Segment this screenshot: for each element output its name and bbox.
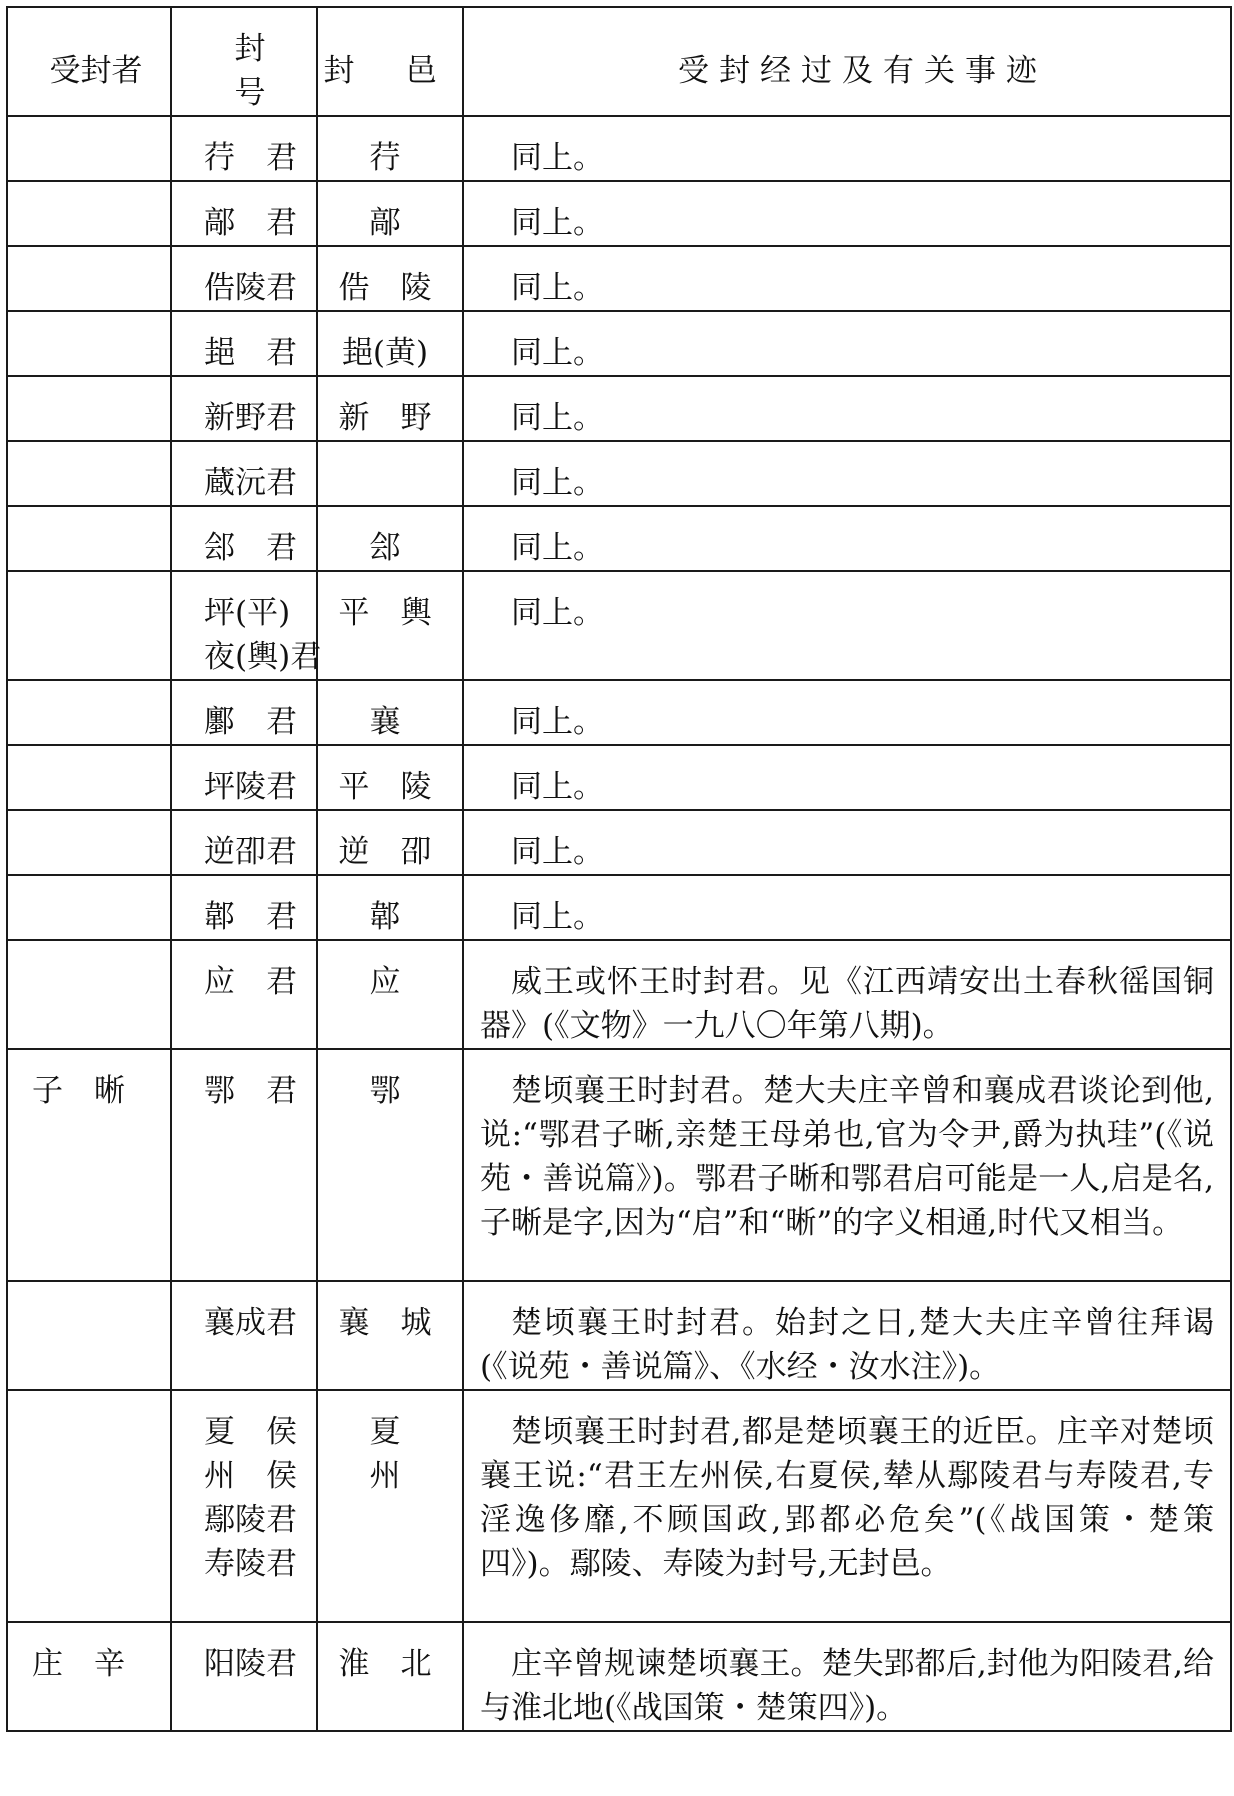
fief-line: 平 陵 [338,769,432,805]
cell-person [7,506,171,571]
table-row [7,875,1231,940]
table-row [7,810,1231,875]
title-line: 新野君 [204,400,297,436]
cell-person [7,181,171,246]
cell-person [7,116,171,181]
table-row [7,1622,1231,1731]
cell-detail: 同上。 [463,181,1231,246]
cell-person [7,940,171,1049]
title-line: 寿陵君 [204,1546,297,1582]
header-person: 受封者 [7,7,171,116]
cell-fief [317,1049,463,1281]
cell-title [171,745,317,810]
cell-title [171,376,317,441]
cell-detail: 同上。 [463,116,1231,181]
fief-line: 夏 [369,1414,401,1450]
title-line: 鄂 君 [204,1073,297,1109]
cell-title [171,1049,317,1281]
cell-person [7,441,171,506]
table-row [7,311,1231,376]
table-row [7,680,1231,745]
cell-person [7,1390,171,1622]
cell-detail: 同上。 [463,810,1231,875]
table-row [7,1281,1231,1390]
table-row [7,506,1231,571]
cell-title [171,116,317,181]
cell-title [171,875,317,940]
table-row [7,1049,1231,1281]
cell-fief [317,1390,463,1622]
cell-fief [317,441,463,506]
cell-fief [317,506,463,571]
cell-person [7,680,171,745]
cell-title [171,441,317,506]
fief-line: 逆 卲 [338,834,432,870]
table-row [7,745,1231,810]
cell-fief [317,311,463,376]
title-line: 坪陵君 [204,769,297,805]
fief-line: 鄂 [369,1073,401,1109]
cell-title [171,181,317,246]
cell-fief [317,940,463,1049]
cell-person [7,1281,171,1390]
fief-line: 应 [369,964,401,1000]
cell-title [171,246,317,311]
table-row [7,181,1231,246]
fief-line: 鄗 [369,205,401,241]
table-row [7,940,1231,1049]
cell-title [171,810,317,875]
table-row [7,376,1231,441]
cell-fief [317,810,463,875]
title-line: 荇 君 [204,140,297,176]
fief-table-body [7,7,1231,1731]
fief-line: 新 野 [338,400,432,436]
cell-title [171,680,317,745]
fief-line: 俈 陵 [338,270,432,306]
cell-fief [317,1281,463,1390]
cell-detail: 同上。 [463,376,1231,441]
cell-title [171,1622,317,1731]
cell-detail: 同上。 [463,571,1231,680]
cell-fief [317,745,463,810]
header-fief: 封 邑 [317,7,463,116]
cell-detail: 楚顷襄王时封君。楚大夫庄辛曾和襄成君谈论到他,说:“鄂君子晰,亲楚王母弟也,官为令尹,爵为执珪”(《说苑・善说篇》)。鄂君子晰和鄂君启可能是一人,启是名,子晰是字,因为“启”和“晰”的字义相通,时代又相当。 [463,1049,1231,1281]
table-row [7,1390,1231,1622]
title-line: 襄成君 [204,1305,297,1341]
fief-line: 州 [369,1458,401,1494]
table-row [7,246,1231,311]
title-line: 坪(平) [204,595,291,631]
cell-fief [317,571,463,680]
title-line: 郼 君 [204,899,297,935]
cell-detail: 同上。 [463,246,1231,311]
cell-detail: 同上。 [463,745,1231,810]
cell-fief [317,116,463,181]
cell-detail: 威王或怀王时封君。见《江西靖安出土春秋徭国铜器》(《文物》一九八〇年第八期)。 [463,940,1231,1049]
fief-line: 郼 [369,899,401,935]
cell-detail: 同上。 [463,441,1231,506]
title-line: 夏 侯 [204,1414,297,1450]
fief-line: 襄 [369,704,401,740]
cell-title [171,571,322,680]
cell-detail: 庄辛曾规谏楚顷襄王。楚失郢都后,封他为阳陵君,给与淮北地(《战国策・楚策四》)。 [463,1622,1231,1731]
cell-fief [317,680,463,745]
cell-detail: 同上。 [463,680,1231,745]
fief-line: 荇 [369,140,401,176]
cell-person [7,571,171,680]
title-line: 逆卲君 [204,834,297,870]
table-row [7,116,1231,181]
title-line: 鄽 君 [204,704,297,740]
title-line: 郐 君 [204,530,297,566]
title-line: 夜(輿)君 [204,639,322,675]
cell-person [7,745,171,810]
fief-table [6,6,1232,1732]
title-line: 阳陵君 [204,1646,297,1682]
cell-detail: 楚顷襄王时封君。始封之日,楚大夫庄辛曾往拜谒(《说苑・善说篇》、《水经・汝水注》)。 [463,1281,1231,1390]
cell-person [7,311,171,376]
header-detail: 受封经过及有关事迹 [463,7,1231,116]
cell-fief [317,1622,463,1731]
cell-person [7,810,171,875]
fief-line: 郌(黄) [341,335,429,371]
fief-line: 淮 北 [338,1646,432,1682]
cell-title [171,311,317,376]
cell-person [7,376,171,441]
title-line: 州 侯 [204,1458,297,1494]
header-title: 封 号 [171,7,317,116]
cell-person: 庄 辛 [7,1622,171,1731]
fief-line: 襄 城 [338,1305,432,1341]
table-header-row [7,7,1231,116]
cell-detail: 楚顷襄王时封君,都是楚顷襄王的近臣。庄辛对楚顷襄王说:“君王左州侯,右夏侯,辇从鄢陵君与寿陵君,专淫逸侈靡,不顾国政,郢都必危矣”(《战国策・楚策四》)。鄢陵、寿陵为封号,无封邑。 [463,1390,1231,1622]
title-line: 蔵沅君 [204,465,297,501]
title-line: 俈陵君 [204,270,297,306]
fief-line: 郐 [369,530,401,566]
cell-detail: 同上。 [463,506,1231,571]
title-line: 鄢陵君 [204,1502,297,1538]
cell-person: 子 晰 [7,1049,171,1281]
table-row [7,441,1231,506]
table-row [7,571,1231,680]
cell-title [171,940,317,1049]
title-line: 郌 君 [204,335,297,371]
cell-detail: 同上。 [463,875,1231,940]
title-line: 鄗 君 [204,205,297,241]
cell-person [7,246,171,311]
cell-person [7,875,171,940]
cell-title [171,1390,317,1622]
title-line: 应 君 [204,964,297,1000]
cell-fief [317,181,463,246]
cell-title [171,1281,317,1390]
cell-detail: 同上。 [463,311,1231,376]
cell-fief [317,376,463,441]
cell-fief [317,875,463,940]
cell-title [171,506,317,571]
fief-line: 平 輿 [338,595,432,631]
cell-fief [317,246,463,311]
